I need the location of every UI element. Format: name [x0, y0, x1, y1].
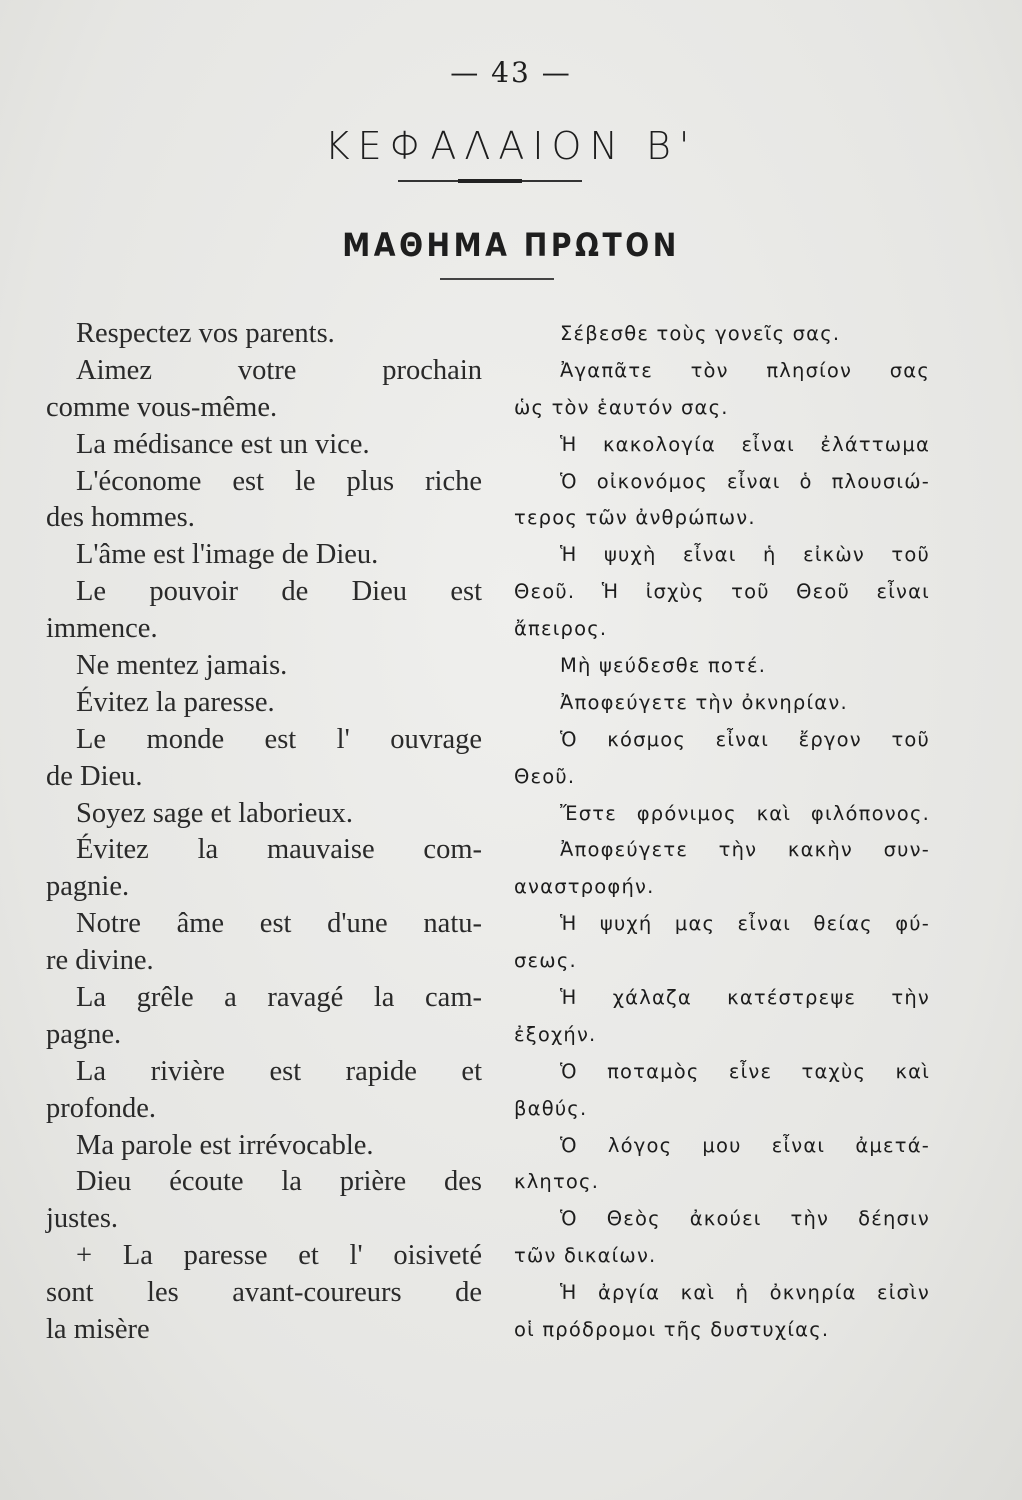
greek-text-line: ἐξοχήν. — [514, 1022, 597, 1046]
lesson-divider — [440, 278, 554, 280]
french-text-line: Ne mentez jamais. — [76, 650, 288, 682]
greek-text-line: Θεοῦ. Ἡ ἰσχὺς τοῦ Θεοῦ εἶναι — [514, 580, 930, 604]
french-text-line: Le pouvoir de Dieu est — [76, 576, 482, 608]
french-text-line: pagnie. — [46, 871, 130, 903]
greek-text-line: Ἡ ἀργία καὶ ἡ ὀκνηρία εἰσὶν — [560, 1281, 930, 1305]
greek-text-line: Ὁ Θεὸς ἀκούει τὴν δέησιν — [560, 1207, 930, 1231]
greek-text-line: Ὁ λόγος μου εἶναι ἀμετά- — [560, 1133, 930, 1157]
greek-text-line: Ὁ οἰκονόμος εἶναι ὁ πλουσιώ- — [560, 469, 930, 493]
greek-text-line: σεως. — [514, 949, 577, 973]
french-text-line: + La paresse et l' oisiveté — [76, 1240, 482, 1272]
french-text-line: profonde. — [46, 1092, 157, 1124]
greek-text-line: κλητος. — [514, 1170, 600, 1194]
greek-text-line: οἱ πρόδρομοι τῆς δυστυχίας. — [514, 1318, 830, 1342]
french-text-line: sont les avant-coureurs de — [46, 1277, 482, 1309]
french-text-line: des hommes. — [46, 502, 195, 534]
greek-text-line: Ἡ κακολογία εἶναι ἐλάττωμα — [560, 432, 930, 456]
french-text-line: Évitez la mauvaise com- — [76, 834, 482, 866]
french-text-line: L'âme est l'image de Dieu. — [76, 539, 379, 571]
french-text-line: Le monde est l' ouvrage — [76, 723, 482, 755]
greek-text-line: Ἔστε φρόνιμος καὶ φιλόπονος. — [560, 801, 930, 825]
chapter-divider — [398, 180, 582, 182]
greek-text-line: Μὴ ψεύδεσθε ποτέ. — [560, 654, 767, 678]
greek-text-line: Θεοῦ. — [514, 764, 576, 788]
greek-text-line: Ἡ χάλαζα κατέστρεψε τὴν — [560, 986, 930, 1010]
french-text-line: re divine. — [46, 945, 154, 977]
french-text-line: Dieu écoute la prière des — [76, 1166, 482, 1198]
french-column — [46, 316, 482, 1349]
greek-text-line: Ἀποφεύγετε τὴν κακὴν συν- — [560, 838, 930, 862]
greek-text-line: ὡς τὸν ἑαυτόν σας. — [514, 395, 729, 419]
greek-text-line: τῶν δικαίων. — [514, 1244, 657, 1268]
page-number: — 43 — — [450, 56, 572, 89]
french-text-line: immence. — [46, 613, 158, 645]
greek-text-line: Ὁ κόσμος εἶναι ἔργον τοῦ — [560, 727, 930, 751]
french-text-line: Notre âme est d'une natu- — [76, 908, 482, 940]
french-text-line: Aimez votre prochain — [76, 354, 482, 386]
french-text-line: L'économe est le plus riche — [76, 465, 482, 497]
french-text-line: de Dieu. — [46, 760, 143, 792]
greek-text-line: Ἡ ψυχή μας εἶναι θείας φύ- — [560, 912, 930, 936]
french-text-line: comme vous-même. — [46, 391, 278, 423]
french-text-line: La rivière est rapide et — [76, 1055, 482, 1087]
french-text-line: Évitez la paresse. — [76, 686, 275, 718]
greek-text-line: Ὁ ποταμὸς εἶνε ταχὺς καὶ — [560, 1059, 930, 1083]
french-text-line: Soyez sage et laborieux. — [76, 797, 353, 829]
french-text-line: la misère — [46, 1314, 150, 1346]
greek-text-line: Ἀποφεύγετε τὴν ὀκνηρίαν. — [560, 690, 848, 714]
lesson-title: ΜΑΘΗΜΑ ΠΡΩΤΟΝ — [342, 226, 680, 264]
greek-text-line: Σέβεσθε τοὺς γονεῖς σας. — [560, 322, 841, 345]
french-text-line: La grêle a ravagé la cam- — [76, 982, 482, 1014]
french-text-line: justes. — [46, 1203, 119, 1235]
greek-text-line: Ἀγαπᾶτε τὸν πλησίον σας — [560, 358, 930, 382]
chapter-title: ΚΕΦΑΛΑΙΟΝ Β' — [324, 124, 698, 168]
greek-text-line: Ἡ ψυχὴ εἶναι ἡ εἰκὼν τοῦ — [560, 543, 930, 567]
french-text-line: La médisance est un vice. — [76, 428, 370, 460]
french-text-line: Respectez vos parents. — [76, 318, 335, 349]
greek-text-line: τερος τῶν ἀνθρώπων. — [514, 506, 756, 530]
greek-column — [514, 316, 930, 1349]
greek-text-line: βαθύς. — [514, 1096, 588, 1120]
french-text-line: pagne. — [46, 1018, 122, 1050]
french-text-line: Ma parole est irrévocable. — [76, 1129, 374, 1161]
greek-text-line: ἄπειρος. — [514, 617, 608, 641]
greek-text-line: αναστροφήν. — [514, 875, 655, 899]
